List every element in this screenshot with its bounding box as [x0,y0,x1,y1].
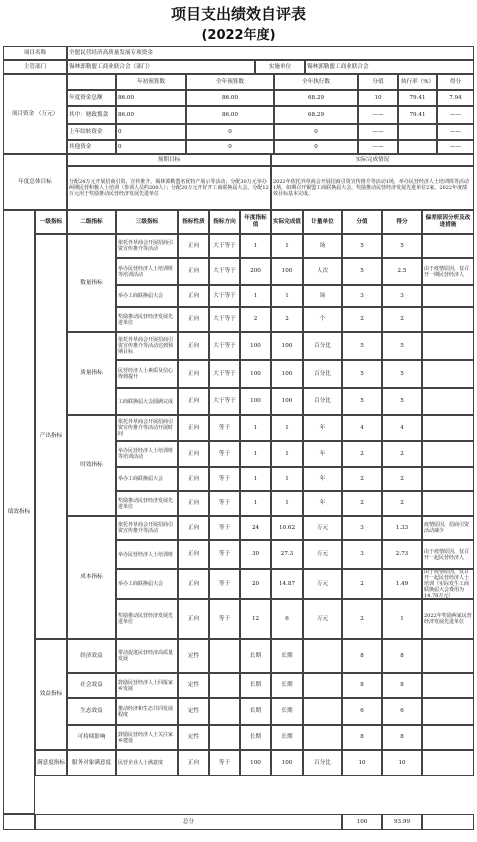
indicator-cell: 1 [271,285,303,307]
indicator-cell: 8 [342,725,382,750]
indicator-cell: 正向 [178,360,209,388]
indicator-cell: 万元 [303,516,342,540]
indicator-header: 计量单位 [303,210,342,234]
indicator-cell: 人次 [303,258,342,285]
indicator-cell: 正向 [178,516,209,540]
indicator-cell: 大于等于 [209,360,240,388]
indicator-name: 带动促进民营经济高质量发展 [116,639,178,673]
indicator-cell: 长期 [240,673,271,698]
indicator-cell: 3 [342,540,382,569]
indicator-cell: 个 [303,307,342,332]
page-title: 项目支出绩效自评表 [170,5,306,23]
indicator-cell: 1.33 [382,516,422,540]
indicator-cell: 2 [342,599,382,639]
indicator-cell: 100 [240,332,271,360]
indicator-cell [422,750,474,776]
indicator-cell: 8 [342,673,382,698]
indicator-cell [422,698,474,725]
indicator-name: 举办民营经济人士培训班等培训活动 [116,258,178,285]
funds-row-label: 上年结转资金 [67,124,116,140]
indicator-cell: 正向 [178,750,209,776]
indicator-name: 举办工商联换届大会 [116,467,178,491]
funds-row-label: 其中：财政拨款 [67,106,116,124]
indicator-name: 举办工商联换届大会 [116,285,178,307]
indicator-cell: 10 [382,750,422,776]
funds-header-blank [67,74,116,90]
funds-cell [398,124,437,140]
funds-cell: —— [358,140,398,154]
indicator-cell: 大于等于 [209,285,240,307]
indicator-header: 分值 [342,210,382,234]
indicator-cell: 30 [240,540,271,569]
funds-cell: —— [358,124,398,140]
indicator-cell: 万元 [303,569,342,599]
indicator-header: 指标方向 [209,210,240,234]
indicator-cell: 12 [240,599,271,639]
indicator-cell: 正向 [178,415,209,441]
page-subtitle: (2022年度) [201,28,276,43]
indicator-name: 依托外草商会开展招商引资宣传推介等活动 [116,234,178,258]
indicator-cell: 24 [240,516,271,540]
indicator-cell: 100 [271,388,303,415]
indicator-cell: 2 [382,441,422,467]
indicator-cell [422,673,474,698]
funds-cell: 68.29 [274,90,358,106]
funds-cell: —— [437,124,474,140]
funds-cell: 86.00 [186,106,274,124]
level2-service: 服务对象满意度 [67,750,116,776]
indicator-cell: 长期 [240,725,271,750]
funds-cell: 0 [186,124,274,140]
indicator-cell: 年 [303,467,342,491]
level1-satisfaction: 满意度指标 [35,750,67,776]
indicator-cell: 长期 [271,725,303,750]
indicator-cell: 5 [342,234,382,258]
level2-economic: 经济效益 [67,639,116,673]
indicator-cell: 2 [342,307,382,332]
level2-social: 社会效益 [67,673,116,698]
indicator-cell: 大于等于 [209,234,240,258]
indicator-cell: 1 [240,491,271,516]
level2-sustain: 可持续影响 [67,725,116,750]
indicator-cell [209,639,240,673]
indicator-cell: 6 [382,698,422,725]
indicator-cell: 5 [342,360,382,388]
indicator-cell: 100 [271,332,303,360]
indicator-cell: 2 [382,491,422,516]
indicator-cell: 2.5 [382,258,422,285]
indicator-category: 绩效指标 [3,210,35,814]
funds-header: 全年预算数 [186,74,274,90]
indicator-cell: 20 [240,569,271,599]
funds-label: 项目资金 （万元） [3,74,67,154]
indicator-cell: 由于疫情原因，仅召开一起民营经济人士培训（实际发生工商联换届大会费用为14.78万元） [422,569,474,599]
indicator-cell: 5 [342,258,382,285]
indicator-cell: 等于 [209,540,240,569]
indicator-cell: 正向 [178,569,209,599]
goals-actual-header: 实际完成情况 [271,154,474,166]
goals-label: 年度总体目标 [3,154,67,210]
indicator-cell: 由于疫情原因，仅召开一起民营经济人 [422,540,474,569]
indicator-cell: 1 [240,415,271,441]
indicator-name: 奖励推动民营经济发展先进单位 [116,491,178,516]
total-blank [422,814,474,830]
indicator-cell [209,673,240,698]
total-label: 总分 [35,814,342,830]
indicator-cell: 百分比 [303,750,342,776]
indicator-name: 民营企业人士满意度 [116,750,178,776]
indicator-cell: 正向 [178,540,209,569]
indicator-cell: 长期 [271,673,303,698]
indicator-cell: 等于 [209,750,240,776]
level1-output: 产出指标 [35,234,67,639]
indicator-cell: 正向 [178,285,209,307]
indicator-cell: 2.73 [382,540,422,569]
indicator-cell: 1 [271,415,303,441]
indicator-cell: 长期 [271,639,303,673]
funds-cell: 86.00 [116,106,186,124]
indicator-cell: 长期 [240,698,271,725]
funds-header: 得分 [437,74,474,90]
indicator-cell: 5 [382,388,422,415]
indicator-cell: 1 [271,491,303,516]
funds-cell: 0 [274,140,358,154]
indicator-cell: 等于 [209,569,240,599]
indicator-cell: 年 [303,441,342,467]
indicator-cell: 百分比 [303,360,342,388]
level1-benefit: 效益指标 [35,639,67,750]
funds-cell: 79.41 [398,106,437,124]
indicator-cell: 万元 [303,540,342,569]
dept-label: 主管部门 [3,60,67,74]
funds-cell: 68.29 [274,106,358,124]
indicator-cell: 等于 [209,516,240,540]
indicator-cell: 10 [342,750,382,776]
indicator-cell: 长期 [240,639,271,673]
indicator-cell: 1 [240,234,271,258]
funds-cell: 7.94 [437,90,474,106]
indicator-cell: 定性 [178,725,209,750]
indicator-name: 奖励推动民营经济发展先进单位 [116,599,178,639]
indicator-cell [422,307,474,332]
indicator-cell: 定性 [178,639,209,673]
funds-cell: 0 [116,124,186,140]
indicator-cell: 6 [271,599,303,639]
indicator-name: 举办民营经济人士培训班等培训活动 [116,441,178,467]
indicator-header: 三级指标 [116,210,178,234]
indicator-cell [209,698,240,725]
indicator-cell: 2 [382,307,422,332]
funds-cell: —— [358,106,398,124]
indicator-cell [422,415,474,441]
indicator-name: 鼓励民营经济人士关注家乡建设 [116,725,178,750]
indicator-cell: 2 [342,491,382,516]
indicator-header: 二级指标 [67,210,116,234]
indicator-cell [422,388,474,415]
indicator-cell [303,725,342,750]
indicator-cell [422,491,474,516]
level2-quality: 质量指标 [67,332,116,415]
funds-cell: 10 [358,90,398,106]
indicator-header: 偏差原因分析及改进措施 [422,210,474,234]
indicator-cell: 2022年奖励两家民营经济发展先进单位 [422,599,474,639]
indicator-cell: 大于等于 [209,258,240,285]
indicator-cell: 等于 [209,491,240,516]
indicator-cell [422,360,474,388]
funds-cell: 79.41 [398,90,437,106]
indicator-name: 奖励推动民营经济发展先进单位 [116,307,178,332]
indicator-cell: 8 [382,673,422,698]
indicator-cell: 1 [271,467,303,491]
indicator-cell [422,441,474,467]
funds-cell: 0 [274,124,358,140]
indicator-header: 得分 [382,210,422,234]
indicator-cell: 2 [382,467,422,491]
indicator-name: 举办工商联换届大会 [116,569,178,599]
total-left-blank [3,814,35,830]
indicator-cell: 100 [240,750,271,776]
indicator-cell: 100 [240,388,271,415]
indicator-cell: 正向 [178,332,209,360]
indicator-cell: 正向 [178,234,209,258]
indicator-cell: 100 [240,360,271,388]
indicator-cell: 14.87 [271,569,303,599]
indicator-cell: 1 [240,441,271,467]
indicator-cell: 10.62 [271,516,303,540]
indicator-cell: 长期 [271,698,303,725]
indicator-cell: 1 [382,599,422,639]
indicator-cell: 大于等于 [209,307,240,332]
indicator-cell: 100 [271,750,303,776]
indicator-cell: 正向 [178,467,209,491]
indicator-name: 依托外草商会开展招商引资宣传推介等活动达到预期目标 [116,332,178,360]
indicator-cell [422,234,474,258]
unit-label: 实施单位 [255,60,305,74]
indicator-cell: 3 [382,285,422,307]
funds-cell: 86.00 [186,90,274,106]
indicator-cell: 4 [382,415,422,441]
indicator-name: 推动经济和生态共同发展程度 [116,698,178,725]
level2-cost: 成本指标 [67,516,116,639]
indicator-header: 指标性质 [178,210,209,234]
indicator-cell [422,332,474,360]
indicator-name: 依托外草商会开展招商引资宣传推介等活动开展时间 [116,415,178,441]
indicator-cell: 2 [271,307,303,332]
indicator-cell: 8 [342,639,382,673]
indicator-cell [422,285,474,307]
indicator-cell: 百分比 [303,388,342,415]
indicator-cell: 正向 [178,388,209,415]
indicator-cell: 由于疫情原因，仅召开一期民营经济人 [422,258,474,285]
indicator-cell: 5 [382,332,422,360]
project-name-value: 全盟民营经济高质量发展专项资金 [67,46,474,60]
indicator-name: 鼓励民营经济人士回报家乡发展 [116,673,178,698]
indicator-cell: 年 [303,491,342,516]
goals-expected-text: 分配24万元开展招商引资、宣传推介、锡林郭勒盟名优特产展示等活动；分配30万元举办两期民营积极人士培训（参训人员约200人）；分配20万元开好开工商联换届大会。分配12万元用于奖励推动民营经济发展先进单位 [67,166,271,210]
indicator-cell: 100 [271,360,303,388]
funds-row-label: 其他资金 [67,140,116,154]
indicator-cell: 1.49 [382,569,422,599]
indicator-cell: 正向 [178,441,209,467]
indicator-cell: 2 [240,307,271,332]
indicator-cell: 定性 [178,673,209,698]
indicator-cell: 大于等于 [209,332,240,360]
indicator-name: 民营经济人士素质及信心得到提升 [116,360,178,388]
funds-header: 执行率（%） [398,74,437,90]
indicator-name: 举办民营经济人士培训班 [116,540,178,569]
indicator-cell: 27.3 [271,540,303,569]
project-name-label: 项目名称 [3,46,67,60]
indicator-cell: 5 [342,388,382,415]
goals-actual-text: 2022年依托外草商会开展招商引资宣传推介等活动1场，举办民营经济人士培训班等活动1场，如期召开锡盟工商联换届大会，奖励推动民营经济发展先进单位2家。2022年度绩效目标基本完成。 [271,166,474,210]
indicator-cell [303,639,342,673]
indicator-cell: 等于 [209,415,240,441]
indicator-cell: 5 [382,234,422,258]
level2-time: 时效指标 [67,415,116,516]
funds-cell: —— [437,140,474,154]
indicator-cell [303,673,342,698]
indicator-cell: 5 [382,360,422,388]
indicator-name: 工商联换届大会圆满完成 [116,388,178,415]
indicator-cell: 年 [303,415,342,441]
indicator-cell: 8 [382,725,422,750]
indicator-cell: 万元 [303,599,342,639]
indicator-cell [422,725,474,750]
indicator-cell: 正向 [178,491,209,516]
indicator-cell: 定性 [178,698,209,725]
funds-cell: —— [437,106,474,124]
level2-eco: 生态效益 [67,698,116,725]
indicator-cell: 2 [342,569,382,599]
goals-expected-header: 预期目标 [67,154,271,166]
indicator-cell: 2 [342,467,382,491]
total-value: 100 [342,814,382,830]
indicator-cell: 100 [271,258,303,285]
indicator-header: 实际完成值 [271,210,303,234]
indicator-header: 年度指标值 [240,210,271,234]
indicator-cell: 4 [342,415,382,441]
indicator-cell: 3 [342,285,382,307]
indicator-cell [422,467,474,491]
funds-header: 年初预算数 [116,74,186,90]
indicator-header: 一级指标 [35,210,67,234]
indicator-cell: 疫情原因，招商引资活动减少 [422,516,474,540]
indicator-cell: 场 [303,285,342,307]
unit-value: 锡林郭勒盟工商业联合会 [305,60,474,74]
funds-cell [398,140,437,154]
indicator-cell: 等于 [209,441,240,467]
indicator-cell: 6 [342,698,382,725]
indicator-cell: 200 [240,258,271,285]
total-score: 93.99 [382,814,422,830]
funds-cell: 86.00 [116,90,186,106]
indicator-cell: 3 [342,516,382,540]
indicator-cell: 正向 [178,599,209,639]
indicator-cell: 2 [342,441,382,467]
indicator-cell: 等于 [209,467,240,491]
indicator-cell: 1 [240,467,271,491]
indicator-cell: 8 [382,639,422,673]
level2-quantity: 数量指标 [67,234,116,332]
indicator-name: 依托外草商会开展招商引资宣传推介等活动 [116,516,178,540]
indicator-cell: 大于等于 [209,388,240,415]
indicator-cell: 1 [240,285,271,307]
indicator-cell [422,639,474,673]
indicator-cell: 百分比 [303,332,342,360]
dept-value: 锡林郭勒盟工商业联合会（部门） [67,60,255,74]
funds-cell: 0 [186,140,274,154]
funds-cell: 0 [116,140,186,154]
indicator-cell: 等于 [209,599,240,639]
indicator-cell [209,725,240,750]
indicator-cell [303,698,342,725]
indicator-cell: 1 [271,234,303,258]
indicator-cell: 场 [303,234,342,258]
indicator-cell: 正向 [178,307,209,332]
funds-row-label: 年度资金总额 [67,90,116,106]
indicator-cell: 5 [342,332,382,360]
indicator-cell: 正向 [178,258,209,285]
funds-header: 分值 [358,74,398,90]
indicator-cell: 1 [271,441,303,467]
funds-header: 全年执行数 [274,74,358,90]
